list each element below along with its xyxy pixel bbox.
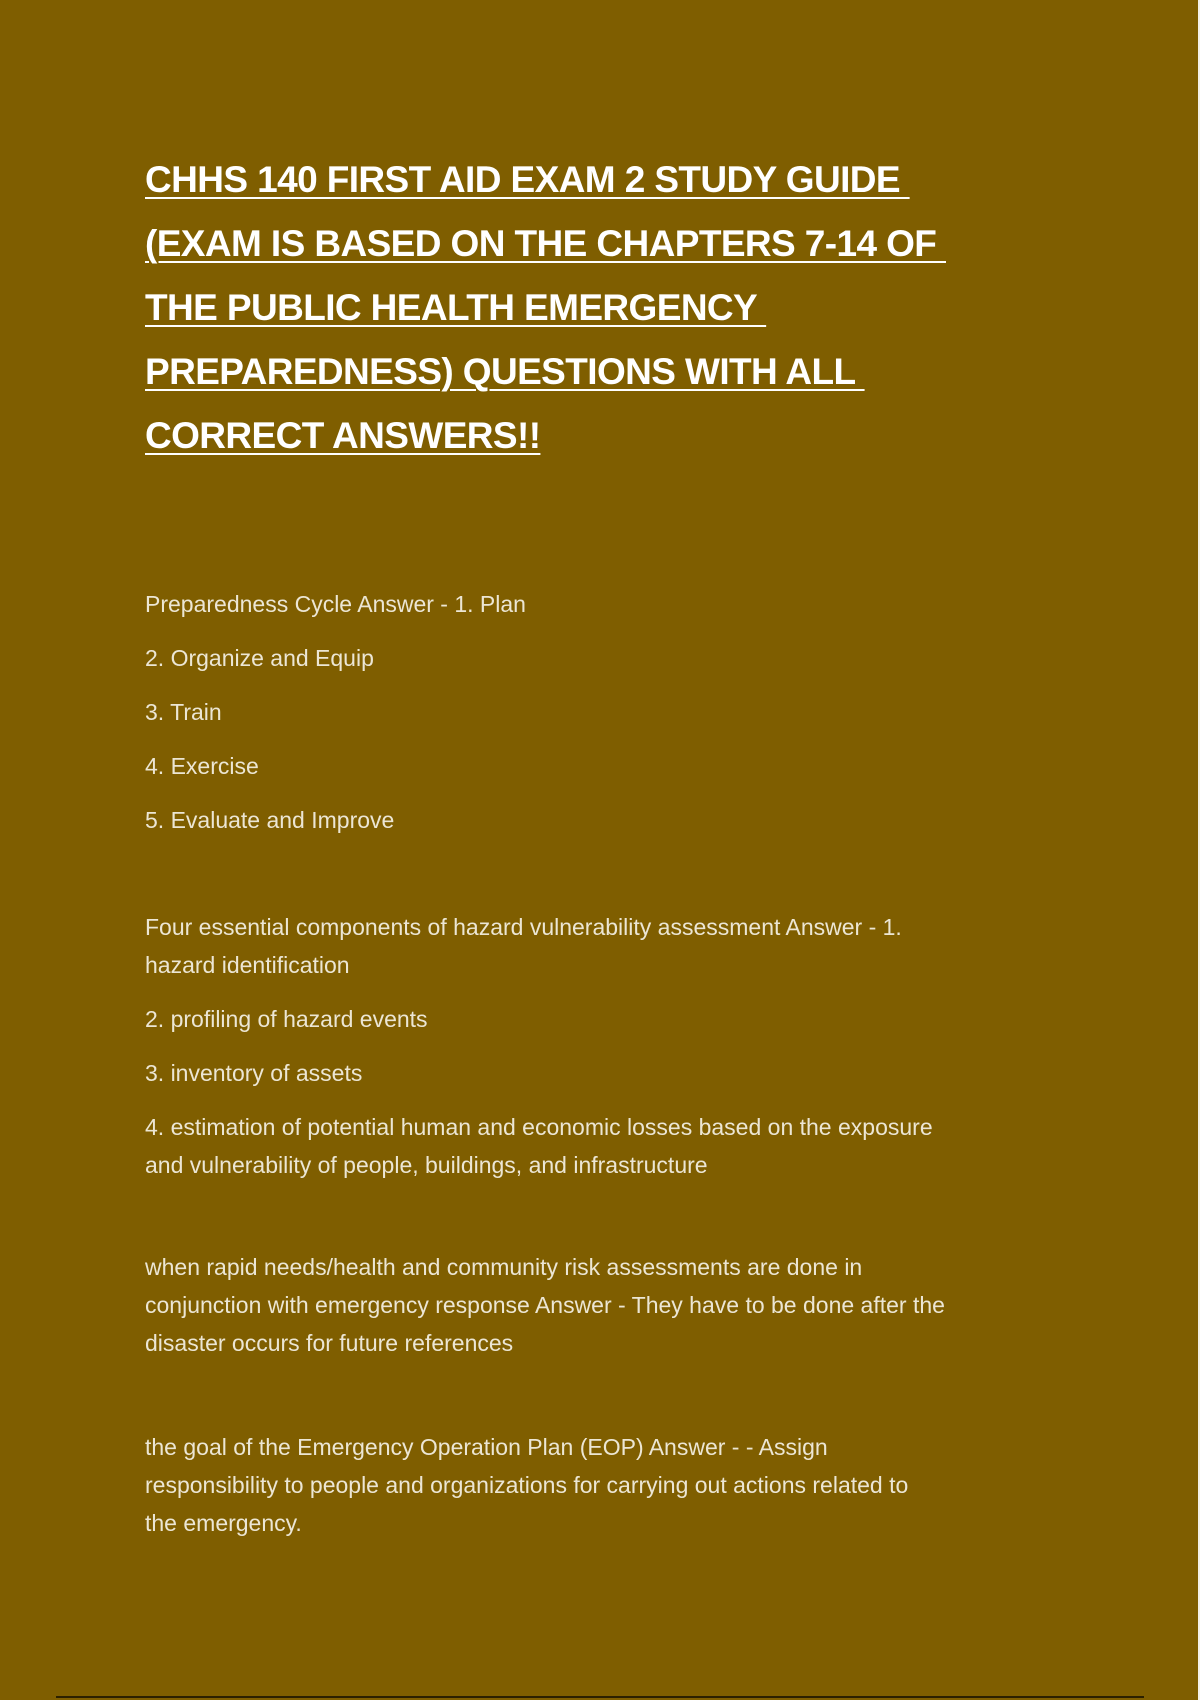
- answer-item: 4. Exercise: [145, 753, 259, 779]
- answer-item: 3. inventory of assets: [145, 1060, 363, 1086]
- qa-block-eop-goal: [145, 1428, 1085, 1542]
- title-line: CORRECT ANSWERS!!: [145, 415, 541, 456]
- title-line: CHHS 140 FIRST AID EXAM 2 STUDY GUIDE: [145, 159, 910, 200]
- document-title: [145, 148, 1075, 468]
- question-answer-line: conjunction with emergency response Answer - They have to be done after the: [145, 1292, 945, 1318]
- answer-item: 4. estimation of potential human and economic losses based on the exposure: [145, 1114, 933, 1140]
- title-line: (EXAM IS BASED ON THE CHAPTERS 7-14 OF: [145, 223, 946, 264]
- title-line: PREPAREDNESS) QUESTIONS WITH ALL: [145, 351, 865, 392]
- answer-item: 2. Organize and Equip: [145, 645, 374, 671]
- question-answer-line: Four essential components of hazard vulnerability assessment Answer - 1.: [145, 914, 902, 940]
- question-answer-line: Preparedness Cycle Answer - 1. Plan: [145, 591, 526, 617]
- question-answer-line: when rapid needs/health and community risk assessments are done in: [145, 1254, 863, 1280]
- page-bottom-divider: [56, 1696, 1144, 1698]
- question-answer-line: the emergency.: [145, 1510, 302, 1536]
- qa-block-rapid-needs-assessment: [145, 1248, 1085, 1362]
- question-answer-line: responsibility to people and organizations for carrying out actions related to: [145, 1472, 909, 1498]
- title-line: THE PUBLIC HEALTH EMERGENCY: [145, 287, 767, 328]
- question-answer-line: the goal of the Emergency Operation Plan (EOP) Answer - - Assign: [145, 1434, 828, 1460]
- answer-item-continued: and vulnerability of people, buildings, and infrastructure: [145, 1152, 708, 1178]
- qa-block-hazard-assessment: [145, 908, 1085, 1184]
- answer-item: 2. profiling of hazard events: [145, 1006, 428, 1032]
- qa-block-preparedness-cycle: [145, 585, 1085, 839]
- answer-item: 5. Evaluate and Improve: [145, 807, 395, 833]
- question-answer-line: disaster occurs for future references: [145, 1330, 514, 1356]
- answer-item: 3. Train: [145, 699, 222, 725]
- question-answer-line: hazard identification: [145, 952, 350, 978]
